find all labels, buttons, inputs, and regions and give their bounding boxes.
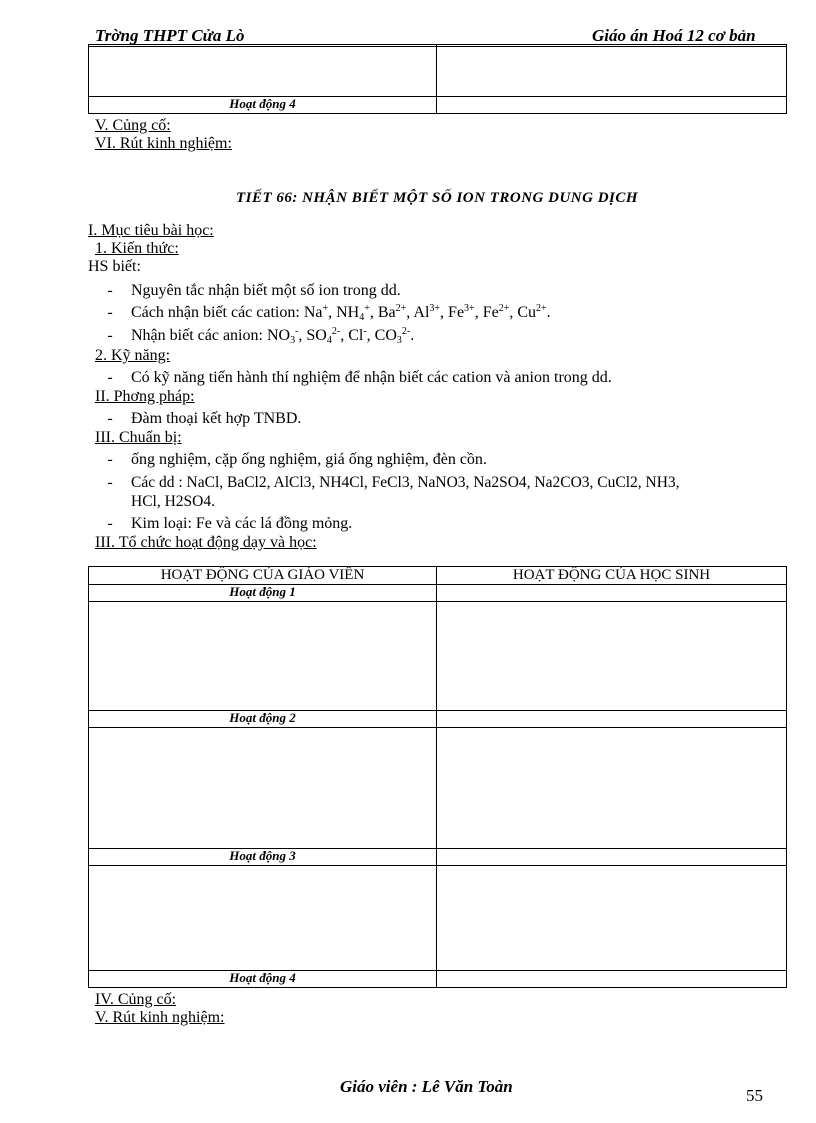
- method-item-1: Đàm thoại kết hợp TNBD.: [131, 410, 302, 427]
- activity-2-student-cell: [437, 728, 787, 849]
- lesson-title: TIẾT 66: NHẬN BIẾT MỘT SỐ ION TRONG DUNG DỊCH: [235, 190, 639, 206]
- objectives-heading: I. Mục tiêu bài học:: [88, 222, 214, 239]
- organize-heading: III. Tổ chức hoạt động dạy và học:: [95, 534, 317, 551]
- closing-experience: V. Rút kinh nghiệm:: [95, 1009, 225, 1026]
- knowledge-item-3: Nhận biết các anion: $NO_3^-$, $SO_4^{2-}$, Cl-, $CO_3^{2-}$.: [131, 326, 415, 346]
- activity-3-label: Hoạt động 3: [89, 849, 437, 866]
- bullet: -: [107, 474, 113, 491]
- knowledge-heading: 1. Kiến thức:: [95, 240, 179, 257]
- closing-consolidation: IV. Củng cố:: [95, 991, 177, 1008]
- skills-item-1: Có kỹ năng tiến hành thí nghiệm để nhận biết các cation và anion trong dd.: [131, 369, 612, 386]
- prep-item-2-line-1: Các dd : NaCl, BaCl2, AlCl3, NH4Cl, FeCl3, NaNO3, Na2SO4, Na2CO3, CuCl2, NH3,: [131, 474, 680, 491]
- activity-2-label: Hoạt động 2: [89, 711, 437, 728]
- header-school: Trờng THPT Cửa Lò: [95, 26, 245, 45]
- footer-teacher: Giáo viên : Lê Văn Toàn: [340, 1077, 513, 1096]
- bullet: -: [107, 515, 113, 532]
- top-student-cell: [437, 45, 787, 97]
- prep-heading: III. Chuẩn bị:: [95, 429, 182, 446]
- bullet: -: [107, 304, 113, 321]
- skills-heading: 2. Kỹ năng:: [95, 347, 171, 364]
- bullet: -: [107, 410, 113, 427]
- method-heading: II. Phơng pháp:: [95, 388, 195, 405]
- prep-item-3: Kim loại: Fe và các lá đồng mỏng.: [131, 515, 353, 532]
- activity-2-teacher-cell: [89, 728, 437, 849]
- top-teacher-cell: [89, 45, 437, 97]
- bullet: -: [107, 369, 113, 386]
- col-student-header: HOẠT ĐỘNG CỦA HỌC SINH: [437, 567, 787, 585]
- header-subject: Giáo án Hoá 12 cơ bản: [592, 26, 756, 45]
- col-teacher-header: HOẠT ĐỘNG CỦA GIÁO VIÊN: [89, 567, 437, 585]
- prev-consolidation: V. Củng cố:: [95, 117, 171, 134]
- activity-1-label: Hoạt động 1: [89, 585, 437, 602]
- activity-3-student-cell: [437, 866, 787, 971]
- knowledge-item-2: Cách nhận biết các cation: Na+, $NH_4^+$, $Ba^{2+}$, $Al^{3+}$, $Fe^{3+}$, $Fe^{2+}$, $Cu^{2+}$.: [131, 303, 551, 323]
- prep-item-1: ống nghiệm, cặp ống nghiệm, giá ống nghiệm, đèn cồn.: [131, 451, 487, 468]
- activity-3-teacher-cell: [89, 866, 437, 971]
- top-activity-table: [88, 44, 787, 114]
- activity-1-teacher-cell: [89, 602, 437, 711]
- bullet: -: [107, 327, 113, 344]
- prev-experience: VI. Rút kinh nghiệm:: [95, 135, 232, 152]
- hs-know-label: HS biết:: [88, 258, 141, 275]
- page-number: 55: [746, 1086, 763, 1105]
- knowledge-item-1: Nguyên tắc nhận biết một số ion trong dd.: [131, 282, 401, 299]
- activity-4-label: Hoạt động 4: [89, 971, 437, 988]
- activity-1-student-cell: [437, 602, 787, 711]
- bullet: -: [107, 451, 113, 468]
- prep-item-2-line-2: HCl, H2SO4.: [131, 493, 215, 510]
- bullet: -: [107, 282, 113, 299]
- top-activity-4-label: Hoạt động 4: [89, 97, 437, 114]
- main-activity-table: [88, 566, 787, 988]
